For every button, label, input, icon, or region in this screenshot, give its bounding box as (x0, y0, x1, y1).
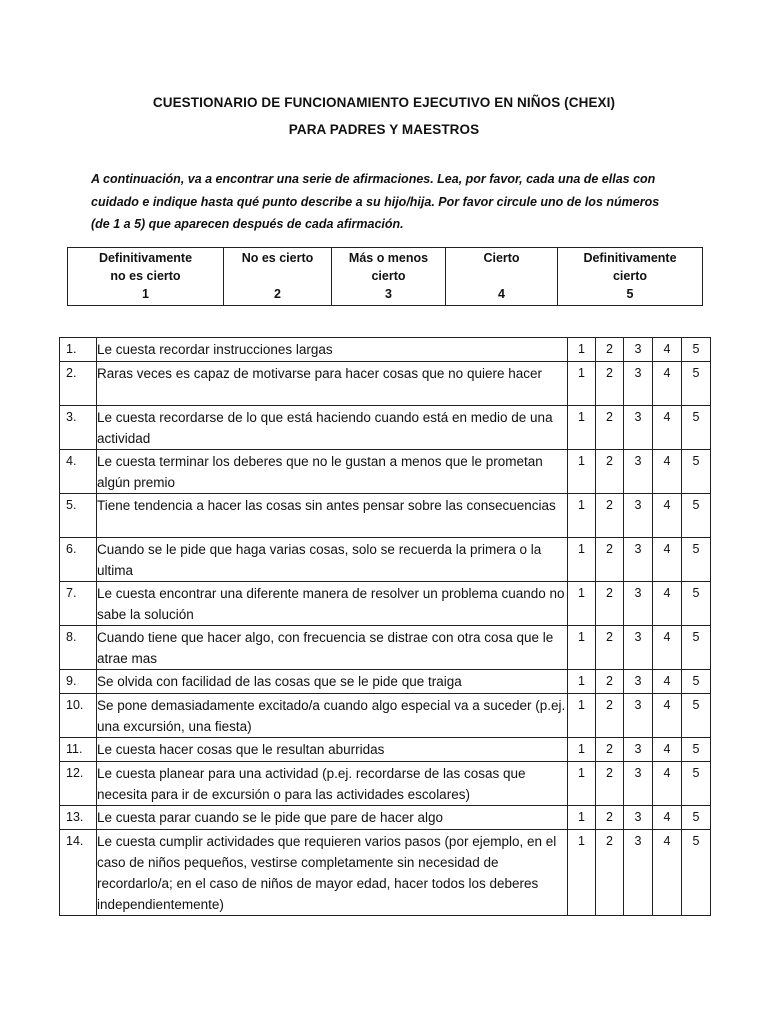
table-row (60, 406, 711, 450)
item-number: 10. (60, 694, 97, 738)
rating-option-2[interactable]: 2 (596, 830, 624, 916)
rating-option-3[interactable]: 3 (624, 406, 653, 450)
item-statement: Le cuesta recordar instrucciones largas (97, 338, 568, 362)
scale-number: 5 (626, 287, 634, 301)
table-row (60, 694, 711, 738)
instructions-paragraph: A continuación, va a encontrar una serie de afirmaciones. Lea, por favor, cada una de ellas con cuidado e indique hasta qué punto describe a su hijo/hija. Por favor circule uno de los números (de 1 a 5) que aparecen después de cada afirmación. (91, 172, 660, 231)
rating-option-2[interactable]: 2 (596, 762, 624, 806)
item-statement: Tiene tendencia a hacer las cosas sin antes pensar sobre las consecuencias (97, 494, 568, 538)
scale-label: Definitivamente no es cierto (98, 251, 193, 283)
rating-option-5[interactable]: 5 (682, 450, 711, 494)
rating-option-3[interactable]: 3 (624, 450, 653, 494)
scale-label: Definitivamente cierto (583, 251, 677, 283)
rating-option-1[interactable]: 1 (568, 338, 596, 362)
rating-option-4[interactable]: 4 (653, 338, 682, 362)
rating-option-1[interactable]: 1 (568, 830, 596, 916)
rating-option-3[interactable]: 3 (624, 762, 653, 806)
rating-option-4[interactable]: 4 (653, 694, 682, 738)
rating-option-2[interactable]: 2 (596, 362, 624, 406)
item-statement: Cuando se le pide que haga varias cosas, solo se recuerda la primera o la ultima (97, 538, 568, 582)
rating-option-5[interactable]: 5 (682, 406, 711, 450)
rating-option-2[interactable]: 2 (596, 406, 624, 450)
rating-option-4[interactable]: 4 (653, 450, 682, 494)
rating-option-2[interactable]: 2 (596, 806, 624, 830)
table-row (60, 830, 711, 916)
rating-option-1[interactable]: 1 (568, 362, 596, 406)
item-number: 8. (60, 626, 97, 670)
item-statement: Cuando tiene que hacer algo, con frecuencia se distrae con otra cosa que le atrae mas (97, 626, 568, 670)
rating-option-1[interactable]: 1 (568, 670, 596, 694)
scale-cell-1 (68, 248, 224, 306)
document-subtitle: PARA PADRES Y MAESTROS (288, 122, 480, 137)
rating-option-5[interactable]: 5 (682, 626, 711, 670)
rating-option-4[interactable]: 4 (653, 762, 682, 806)
rating-option-4[interactable]: 4 (653, 406, 682, 450)
rating-option-4[interactable]: 4 (653, 806, 682, 830)
rating-option-4[interactable]: 4 (653, 830, 682, 916)
rating-option-4[interactable]: 4 (653, 738, 682, 762)
rating-option-4[interactable]: 4 (653, 670, 682, 694)
rating-option-1[interactable]: 1 (568, 762, 596, 806)
rating-option-3[interactable]: 3 (624, 538, 653, 582)
item-number: 14. (60, 830, 97, 916)
scale-number: 1 (142, 287, 149, 301)
table-row (60, 538, 711, 582)
item-statement: Le cuesta planear para una actividad (p.ej. recordarse de las cosas que necesita para ir de excursión o para las actividades escolares) (97, 762, 568, 806)
item-number: 9. (60, 670, 97, 694)
rating-option-2[interactable]: 2 (596, 670, 624, 694)
item-statement: Le cuesta parar cuando se le pide que pare de hacer algo (97, 806, 568, 830)
scale-cell-5 (558, 248, 703, 306)
rating-option-1[interactable]: 1 (568, 694, 596, 738)
item-number: 7. (60, 582, 97, 626)
item-statement: Raras veces es capaz de motivarse para hacer cosas que no quiere hacer (97, 362, 568, 406)
rating-option-3[interactable]: 3 (624, 830, 653, 916)
rating-option-3[interactable]: 3 (624, 670, 653, 694)
document-title: CUESTIONARIO DE FUNCIONAMIENTO EJECUTIVO EN NIÑOS (CHEXI) (152, 95, 616, 110)
rating-option-5[interactable]: 5 (682, 694, 711, 738)
rating-option-4[interactable]: 4 (653, 582, 682, 626)
rating-option-3[interactable]: 3 (624, 582, 653, 626)
table-row (60, 338, 711, 362)
table-row (60, 582, 711, 626)
rating-option-3[interactable]: 3 (624, 626, 653, 670)
table-row (60, 806, 711, 830)
scale-number: 4 (498, 287, 505, 301)
rating-option-3[interactable]: 3 (624, 694, 653, 738)
scale-label: No es cierto (241, 251, 314, 265)
rating-option-5[interactable]: 5 (682, 494, 711, 538)
questionnaire-table (59, 337, 711, 916)
rating-option-2[interactable]: 2 (596, 450, 624, 494)
rating-option-2[interactable]: 2 (596, 626, 624, 670)
table-row (60, 362, 711, 406)
rating-option-2[interactable]: 2 (596, 538, 624, 582)
rating-option-3[interactable]: 3 (624, 738, 653, 762)
item-statement: Le cuesta hacer cosas que le resultan aburridas (97, 738, 568, 762)
rating-option-4[interactable]: 4 (653, 538, 682, 582)
rating-option-4[interactable]: 4 (653, 626, 682, 670)
rating-option-5[interactable]: 5 (682, 538, 711, 582)
rating-option-5[interactable]: 5 (682, 830, 711, 916)
rating-option-2[interactable]: 2 (596, 738, 624, 762)
rating-option-1[interactable]: 1 (568, 494, 596, 538)
table-row (60, 762, 711, 806)
item-statement: Le cuesta recordarse de lo que está haciendo cuando está en medio de una actividad (97, 406, 568, 450)
rating-scale-legend (67, 247, 703, 306)
rating-option-5[interactable]: 5 (682, 806, 711, 830)
rating-option-5[interactable]: 5 (682, 582, 711, 626)
table-row (60, 670, 711, 694)
item-number: 2. (60, 362, 97, 406)
item-statement: Se pone demasiadamente excitado/a cuando algo especial va a suceder (p.ej. una excursión, una fiesta) (97, 694, 568, 738)
item-statement: Le cuesta terminar los deberes que no le gustan a menos que le prometan algún premio (97, 450, 568, 494)
item-number: 6. (60, 538, 97, 582)
table-row (60, 738, 711, 762)
item-statement: Le cuesta encontrar una diferente manera de resolver un problema cuando no sabe la solución (97, 582, 568, 626)
rating-option-1[interactable]: 1 (568, 450, 596, 494)
scale-label: Más o menos cierto (348, 251, 429, 283)
rating-option-4[interactable]: 4 (653, 362, 682, 406)
rating-option-3[interactable]: 3 (624, 806, 653, 830)
rating-option-1[interactable]: 1 (568, 582, 596, 626)
item-number: 1. (60, 338, 97, 362)
scale-row (68, 248, 703, 306)
item-number: 4. (60, 450, 97, 494)
scale-cell-4 (446, 248, 558, 306)
rating-option-1[interactable]: 1 (568, 406, 596, 450)
scale-cell-3 (332, 248, 446, 306)
rating-option-1[interactable]: 1 (568, 806, 596, 830)
item-number: 5. (60, 494, 97, 538)
scale-cell-2 (224, 248, 332, 306)
rating-option-5[interactable]: 5 (682, 670, 711, 694)
table-row (60, 494, 711, 538)
rating-option-2[interactable]: 2 (596, 494, 624, 538)
rating-option-3[interactable]: 3 (624, 362, 653, 406)
rating-option-1[interactable]: 1 (568, 538, 596, 582)
item-number: 3. (60, 406, 97, 450)
item-statement: Se olvida con facilidad de las cosas que se le pide que traiga (97, 670, 568, 694)
rating-option-5[interactable]: 5 (682, 338, 711, 362)
rating-option-5[interactable]: 5 (682, 762, 711, 806)
item-number: 11. (60, 738, 97, 762)
rating-option-5[interactable]: 5 (682, 738, 711, 762)
item-number: 13. (60, 806, 97, 830)
item-statement: Le cuesta cumplir actividades que requieren varios pasos (por ejemplo, en el caso de niños pequeños, vestirse completamente sin necesidad de recordarlo/a; en el caso de niños de mayor edad, hacer todos los deberes independientemente) (97, 830, 568, 916)
rating-option-3[interactable]: 3 (624, 494, 653, 538)
rating-option-5[interactable]: 5 (682, 362, 711, 406)
table-row (60, 450, 711, 494)
rating-option-4[interactable]: 4 (653, 494, 682, 538)
scale-label: Cierto (483, 251, 520, 265)
scale-number: 3 (385, 287, 392, 301)
rating-option-1[interactable]: 1 (568, 626, 596, 670)
rating-option-2[interactable]: 2 (596, 338, 624, 362)
rating-option-2[interactable]: 2 (596, 582, 624, 626)
rating-option-2[interactable]: 2 (596, 694, 624, 738)
rating-option-3[interactable]: 3 (624, 338, 653, 362)
item-number: 12. (60, 762, 97, 806)
rating-option-1[interactable]: 1 (568, 738, 596, 762)
table-row (60, 626, 711, 670)
scale-number: 2 (274, 287, 281, 301)
